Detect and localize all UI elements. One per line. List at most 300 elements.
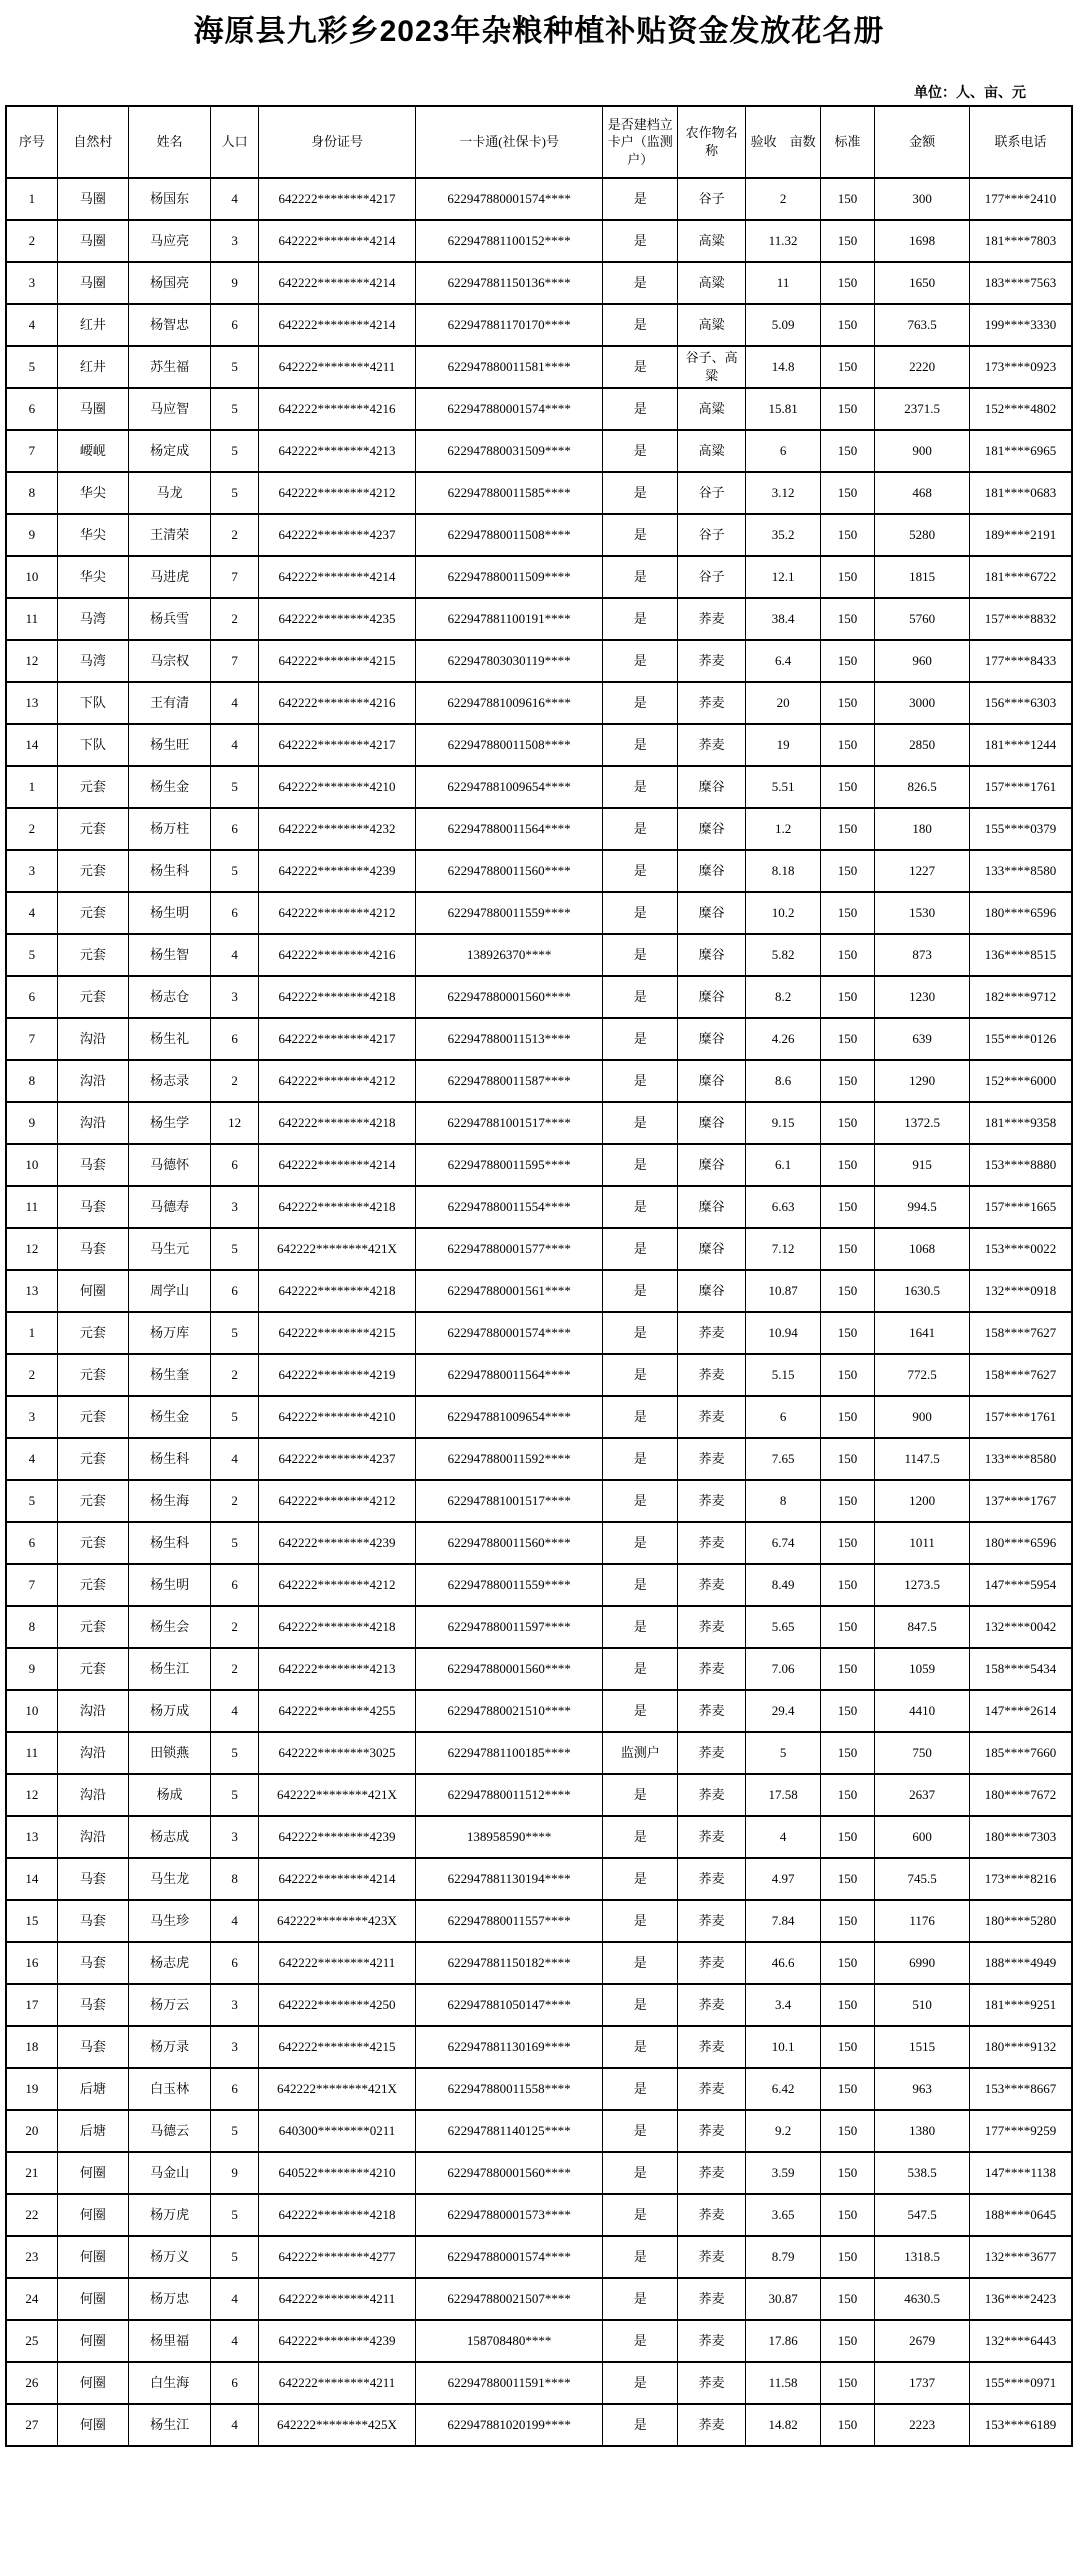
cell-amount: 468 bbox=[875, 472, 970, 514]
cell-village: 何圈 bbox=[57, 2152, 128, 2194]
cell-index: 13 bbox=[6, 1270, 57, 1312]
cell-village: 元套 bbox=[57, 808, 128, 850]
cell-population: 6 bbox=[211, 808, 259, 850]
cell-crop: 糜谷 bbox=[678, 1186, 746, 1228]
cell-population: 5 bbox=[211, 1228, 259, 1270]
cell-village: 何圈 bbox=[57, 2362, 128, 2404]
cell-card_number: 622947880011595**** bbox=[415, 1144, 603, 1186]
cell-index: 26 bbox=[6, 2362, 57, 2404]
cell-index: 1 bbox=[6, 1312, 57, 1354]
cell-area: 7.84 bbox=[746, 1900, 821, 1942]
cell-standard: 150 bbox=[820, 1942, 874, 1984]
cell-card_number: 622947880001573**** bbox=[415, 2194, 603, 2236]
cell-population: 3 bbox=[211, 1984, 259, 2026]
cell-village: 马湾 bbox=[57, 598, 128, 640]
cell-amount: 547.5 bbox=[875, 2194, 970, 2236]
cell-amount: 2371.5 bbox=[875, 388, 970, 430]
cell-standard: 150 bbox=[820, 1732, 874, 1774]
cell-amount: 4630.5 bbox=[875, 2278, 970, 2320]
table-row bbox=[6, 1900, 1072, 1942]
cell-name: 白玉林 bbox=[129, 2068, 211, 2110]
cell-registered_status: 是 bbox=[603, 2278, 678, 2320]
cell-standard: 150 bbox=[820, 1270, 874, 1312]
cell-registered_status: 是 bbox=[603, 1102, 678, 1144]
cell-village: 华尖 bbox=[57, 472, 128, 514]
cell-population: 6 bbox=[211, 1144, 259, 1186]
table-row bbox=[6, 304, 1072, 346]
cell-card_number: 622947880001577**** bbox=[415, 1228, 603, 1270]
table-row bbox=[6, 1018, 1072, 1060]
cell-id_number: 642222********4218 bbox=[259, 1186, 416, 1228]
cell-registered_status: 是 bbox=[603, 346, 678, 388]
cell-crop: 糜谷 bbox=[678, 766, 746, 808]
cell-registered_status: 是 bbox=[603, 1396, 678, 1438]
cell-card_number: 622947881100191**** bbox=[415, 598, 603, 640]
cell-registered_status: 是 bbox=[603, 1060, 678, 1102]
cell-area: 5.65 bbox=[746, 1606, 821, 1648]
cell-id_number: 642222********425X bbox=[259, 2404, 416, 2446]
cell-phone: 155****0379 bbox=[970, 808, 1072, 850]
cell-crop: 荞麦 bbox=[678, 682, 746, 724]
cell-village: 马圈 bbox=[57, 178, 128, 220]
cell-registered_status: 是 bbox=[603, 2404, 678, 2446]
cell-registered_status: 是 bbox=[603, 1144, 678, 1186]
cell-amount: 1176 bbox=[875, 1900, 970, 1942]
cell-index: 11 bbox=[6, 1186, 57, 1228]
cell-population: 4 bbox=[211, 2404, 259, 2446]
table-row bbox=[6, 1984, 1072, 2026]
cell-population: 5 bbox=[211, 850, 259, 892]
cell-population: 2 bbox=[211, 1606, 259, 1648]
cell-crop: 荞麦 bbox=[678, 1816, 746, 1858]
cell-crop: 荞麦 bbox=[678, 640, 746, 682]
cell-area: 35.2 bbox=[746, 514, 821, 556]
cell-card_number: 622947803030119**** bbox=[415, 640, 603, 682]
cell-card_number: 622947881140125**** bbox=[415, 2110, 603, 2152]
cell-phone: 136****8515 bbox=[970, 934, 1072, 976]
cell-standard: 150 bbox=[820, 2110, 874, 2152]
cell-standard: 150 bbox=[820, 1396, 874, 1438]
cell-crop: 荞麦 bbox=[678, 1480, 746, 1522]
cell-amount: 963 bbox=[875, 2068, 970, 2110]
cell-crop: 谷子 bbox=[678, 514, 746, 556]
cell-village: 何圈 bbox=[57, 2404, 128, 2446]
cell-area: 4 bbox=[746, 1816, 821, 1858]
cell-id_number: 642222********3025 bbox=[259, 1732, 416, 1774]
cell-amount: 180 bbox=[875, 808, 970, 850]
cell-crop: 荞麦 bbox=[678, 724, 746, 766]
cell-crop: 荞麦 bbox=[678, 2194, 746, 2236]
cell-name: 杨智忠 bbox=[129, 304, 211, 346]
cell-name: 马进虎 bbox=[129, 556, 211, 598]
cell-card_number: 622947881170170**** bbox=[415, 304, 603, 346]
cell-area: 8.49 bbox=[746, 1564, 821, 1606]
cell-card_number: 138958590**** bbox=[415, 1816, 603, 1858]
table-row bbox=[6, 1606, 1072, 1648]
cell-amount: 1641 bbox=[875, 1312, 970, 1354]
cell-standard: 150 bbox=[820, 1438, 874, 1480]
cell-card_number: 622947880011560**** bbox=[415, 1522, 603, 1564]
cell-id_number: 642222********4215 bbox=[259, 1312, 416, 1354]
cell-card_number: 622947880021510**** bbox=[415, 1690, 603, 1732]
cell-population: 3 bbox=[211, 1186, 259, 1228]
cell-id_number: 640522********4210 bbox=[259, 2152, 416, 2194]
cell-name: 杨生明 bbox=[129, 892, 211, 934]
column-header-name: 姓名 bbox=[129, 106, 211, 178]
cell-phone: 153****6189 bbox=[970, 2404, 1072, 2446]
cell-index: 10 bbox=[6, 556, 57, 598]
cell-amount: 763.5 bbox=[875, 304, 970, 346]
cell-name: 马生元 bbox=[129, 1228, 211, 1270]
cell-index: 10 bbox=[6, 1690, 57, 1732]
cell-crop: 荞麦 bbox=[678, 1438, 746, 1480]
cell-standard: 150 bbox=[820, 2278, 874, 2320]
cell-standard: 150 bbox=[820, 262, 874, 304]
table-row bbox=[6, 1774, 1072, 1816]
cell-card_number: 622947880001574**** bbox=[415, 388, 603, 430]
cell-amount: 2220 bbox=[875, 346, 970, 388]
cell-registered_status: 是 bbox=[603, 1438, 678, 1480]
table-row bbox=[6, 2026, 1072, 2068]
cell-amount: 6990 bbox=[875, 1942, 970, 1984]
cell-standard: 150 bbox=[820, 2404, 874, 2446]
cell-area: 7.65 bbox=[746, 1438, 821, 1480]
cell-index: 13 bbox=[6, 1816, 57, 1858]
cell-amount: 873 bbox=[875, 934, 970, 976]
cell-population: 9 bbox=[211, 2152, 259, 2194]
table-row bbox=[6, 2194, 1072, 2236]
cell-standard: 150 bbox=[820, 2320, 874, 2362]
cell-area: 5.51 bbox=[746, 766, 821, 808]
cell-index: 12 bbox=[6, 640, 57, 682]
cell-area: 8 bbox=[746, 1480, 821, 1522]
cell-phone: 132****0042 bbox=[970, 1606, 1072, 1648]
cell-name: 杨国亮 bbox=[129, 262, 211, 304]
cell-registered_status: 是 bbox=[603, 2236, 678, 2278]
cell-id_number: 642222********4211 bbox=[259, 2278, 416, 2320]
cell-card_number: 622947881130194**** bbox=[415, 1858, 603, 1900]
cell-crop: 糜谷 bbox=[678, 1270, 746, 1312]
cell-amount: 510 bbox=[875, 1984, 970, 2026]
column-header-registered_status: 是否建档立卡户（监测户） bbox=[603, 106, 678, 178]
cell-crop: 谷子 bbox=[678, 178, 746, 220]
cell-index: 12 bbox=[6, 1228, 57, 1270]
cell-area: 4.97 bbox=[746, 1858, 821, 1900]
table-row bbox=[6, 1858, 1072, 1900]
cell-village: 沟沿 bbox=[57, 1018, 128, 1060]
cell-village: 马圈 bbox=[57, 262, 128, 304]
cell-registered_status: 是 bbox=[603, 766, 678, 808]
cell-standard: 150 bbox=[820, 178, 874, 220]
subsidy-roster-table bbox=[5, 105, 1073, 2447]
cell-phone: 180****7303 bbox=[970, 1816, 1072, 1858]
cell-index: 3 bbox=[6, 1396, 57, 1438]
cell-phone: 133****8580 bbox=[970, 850, 1072, 892]
cell-id_number: 642222********4219 bbox=[259, 1354, 416, 1396]
cell-standard: 150 bbox=[820, 1102, 874, 1144]
cell-crop: 荞麦 bbox=[678, 1942, 746, 1984]
cell-area: 5.15 bbox=[746, 1354, 821, 1396]
cell-population: 4 bbox=[211, 178, 259, 220]
cell-card_number: 622947881009654**** bbox=[415, 1396, 603, 1438]
cell-population: 4 bbox=[211, 2320, 259, 2362]
table-header bbox=[6, 106, 1072, 178]
cell-area: 17.86 bbox=[746, 2320, 821, 2362]
cell-index: 5 bbox=[6, 1480, 57, 1522]
cell-registered_status: 是 bbox=[603, 724, 678, 766]
cell-amount: 2679 bbox=[875, 2320, 970, 2362]
cell-id_number: 642222********4218 bbox=[259, 1102, 416, 1144]
cell-name: 马龙 bbox=[129, 472, 211, 514]
table-row bbox=[6, 2152, 1072, 2194]
cell-amount: 1530 bbox=[875, 892, 970, 934]
cell-card_number: 622947880011559**** bbox=[415, 1564, 603, 1606]
cell-index: 1 bbox=[6, 178, 57, 220]
cell-card_number: 622947880011557**** bbox=[415, 1900, 603, 1942]
column-header-crop: 农作物名称 bbox=[678, 106, 746, 178]
cell-index: 7 bbox=[6, 430, 57, 472]
cell-village: 何圈 bbox=[57, 1270, 128, 1312]
cell-name: 周学山 bbox=[129, 1270, 211, 1312]
cell-crop: 荞麦 bbox=[678, 2278, 746, 2320]
cell-area: 6.4 bbox=[746, 640, 821, 682]
cell-village: 后塘 bbox=[57, 2068, 128, 2110]
cell-area: 6.42 bbox=[746, 2068, 821, 2110]
table-row bbox=[6, 1186, 1072, 1228]
cell-crop: 荞麦 bbox=[678, 1564, 746, 1606]
cell-registered_status: 是 bbox=[603, 1606, 678, 1648]
cell-id_number: 642222********4214 bbox=[259, 262, 416, 304]
cell-population: 6 bbox=[211, 1942, 259, 1984]
cell-index: 1 bbox=[6, 766, 57, 808]
cell-card_number: 622947881001517**** bbox=[415, 1102, 603, 1144]
cell-population: 4 bbox=[211, 724, 259, 766]
cell-amount: 538.5 bbox=[875, 2152, 970, 2194]
cell-index: 10 bbox=[6, 1144, 57, 1186]
cell-id_number: 642222********4214 bbox=[259, 1144, 416, 1186]
cell-population: 6 bbox=[211, 2068, 259, 2110]
cell-area: 3.4 bbox=[746, 1984, 821, 2026]
cell-standard: 150 bbox=[820, 1690, 874, 1732]
cell-village: 红井 bbox=[57, 304, 128, 346]
cell-crop: 高粱 bbox=[678, 304, 746, 346]
cell-index: 21 bbox=[6, 2152, 57, 2194]
table-row bbox=[6, 1144, 1072, 1186]
cell-registered_status: 是 bbox=[603, 1690, 678, 1732]
cell-index: 8 bbox=[6, 1606, 57, 1648]
cell-village: 元套 bbox=[57, 850, 128, 892]
cell-id_number: 642222********4215 bbox=[259, 2026, 416, 2068]
cell-id_number: 642222********4217 bbox=[259, 724, 416, 766]
cell-registered_status: 是 bbox=[603, 976, 678, 1018]
cell-area: 38.4 bbox=[746, 598, 821, 640]
cell-name: 杨生明 bbox=[129, 1564, 211, 1606]
cell-phone: 177****9259 bbox=[970, 2110, 1072, 2152]
cell-phone: 185****7660 bbox=[970, 1732, 1072, 1774]
cell-population: 2 bbox=[211, 1648, 259, 1690]
cell-registered_status: 是 bbox=[603, 472, 678, 514]
cell-population: 6 bbox=[211, 1018, 259, 1060]
cell-id_number: 642222********4216 bbox=[259, 388, 416, 430]
cell-area: 9.15 bbox=[746, 1102, 821, 1144]
table-row bbox=[6, 598, 1072, 640]
cell-village: 马套 bbox=[57, 1900, 128, 1942]
cell-phone: 173****0923 bbox=[970, 346, 1072, 388]
cell-registered_status: 是 bbox=[603, 2152, 678, 2194]
column-header-village: 自然村 bbox=[57, 106, 128, 178]
cell-standard: 150 bbox=[820, 1312, 874, 1354]
cell-crop: 荞麦 bbox=[678, 1606, 746, 1648]
cell-amount: 847.5 bbox=[875, 1606, 970, 1648]
cell-population: 2 bbox=[211, 1354, 259, 1396]
cell-population: 7 bbox=[211, 640, 259, 682]
table-row bbox=[6, 388, 1072, 430]
cell-name: 杨生科 bbox=[129, 1522, 211, 1564]
cell-index: 15 bbox=[6, 1900, 57, 1942]
cell-crop: 荞麦 bbox=[678, 1774, 746, 1816]
cell-standard: 150 bbox=[820, 472, 874, 514]
cell-card_number: 622947881009654**** bbox=[415, 766, 603, 808]
cell-phone: 181****7803 bbox=[970, 220, 1072, 262]
cell-registered_status: 是 bbox=[603, 1312, 678, 1354]
cell-registered_status: 是 bbox=[603, 514, 678, 556]
cell-name: 杨生金 bbox=[129, 766, 211, 808]
cell-index: 14 bbox=[6, 1858, 57, 1900]
cell-area: 8.79 bbox=[746, 2236, 821, 2278]
cell-area: 11 bbox=[746, 262, 821, 304]
cell-phone: 181****9358 bbox=[970, 1102, 1072, 1144]
table-row bbox=[6, 2362, 1072, 2404]
cell-amount: 1650 bbox=[875, 262, 970, 304]
cell-index: 4 bbox=[6, 304, 57, 346]
table-row bbox=[6, 514, 1072, 556]
table-row bbox=[6, 1102, 1072, 1144]
table-row bbox=[6, 1480, 1072, 1522]
cell-village: 元套 bbox=[57, 1396, 128, 1438]
table-row bbox=[6, 178, 1072, 220]
cell-phone: 133****8580 bbox=[970, 1438, 1072, 1480]
cell-village: 元套 bbox=[57, 766, 128, 808]
cell-population: 2 bbox=[211, 1060, 259, 1102]
cell-phone: 132****0918 bbox=[970, 1270, 1072, 1312]
column-header-card_number: 一卡通(社保卡)号 bbox=[415, 106, 603, 178]
cell-area: 11.32 bbox=[746, 220, 821, 262]
cell-registered_status: 是 bbox=[603, 220, 678, 262]
cell-standard: 150 bbox=[820, 430, 874, 472]
cell-id_number: 642222********4214 bbox=[259, 220, 416, 262]
cell-index: 5 bbox=[6, 346, 57, 388]
cell-card_number: 622947880011508**** bbox=[415, 514, 603, 556]
cell-crop: 糜谷 bbox=[678, 1228, 746, 1270]
cell-registered_status: 是 bbox=[603, 1774, 678, 1816]
cell-registered_status: 是 bbox=[603, 556, 678, 598]
cell-id_number: 642222********4250 bbox=[259, 1984, 416, 2026]
cell-area: 6.74 bbox=[746, 1522, 821, 1564]
cell-amount: 1737 bbox=[875, 2362, 970, 2404]
cell-amount: 1318.5 bbox=[875, 2236, 970, 2278]
cell-standard: 150 bbox=[820, 934, 874, 976]
cell-village: 何圈 bbox=[57, 2278, 128, 2320]
cell-index: 22 bbox=[6, 2194, 57, 2236]
cell-crop: 谷子 bbox=[678, 472, 746, 514]
cell-registered_status: 是 bbox=[603, 598, 678, 640]
cell-crop: 荞麦 bbox=[678, 2320, 746, 2362]
cell-id_number: 642222********4211 bbox=[259, 1942, 416, 1984]
cell-crop: 高粱 bbox=[678, 430, 746, 472]
cell-index: 5 bbox=[6, 934, 57, 976]
cell-registered_status: 是 bbox=[603, 388, 678, 430]
cell-population: 4 bbox=[211, 682, 259, 724]
cell-phone: 136****2423 bbox=[970, 2278, 1072, 2320]
cell-registered_status: 是 bbox=[603, 1858, 678, 1900]
cell-id_number: 642222********4216 bbox=[259, 682, 416, 724]
cell-index: 3 bbox=[6, 850, 57, 892]
table-row bbox=[6, 1564, 1072, 1606]
cell-phone: 181****9251 bbox=[970, 1984, 1072, 2026]
cell-population: 6 bbox=[211, 1270, 259, 1312]
table-row bbox=[6, 976, 1072, 1018]
cell-index: 12 bbox=[6, 1774, 57, 1816]
cell-phone: 137****1767 bbox=[970, 1480, 1072, 1522]
cell-name: 杨志虎 bbox=[129, 1942, 211, 1984]
cell-name: 杨万录 bbox=[129, 2026, 211, 2068]
cell-standard: 150 bbox=[820, 346, 874, 388]
cell-area: 6 bbox=[746, 1396, 821, 1438]
cell-standard: 150 bbox=[820, 2152, 874, 2194]
cell-phone: 180****6596 bbox=[970, 1522, 1072, 1564]
cell-area: 10.2 bbox=[746, 892, 821, 934]
cell-population: 9 bbox=[211, 262, 259, 304]
cell-amount: 5760 bbox=[875, 598, 970, 640]
cell-population: 6 bbox=[211, 2362, 259, 2404]
cell-population: 5 bbox=[211, 1396, 259, 1438]
cell-index: 24 bbox=[6, 2278, 57, 2320]
cell-amount: 1230 bbox=[875, 976, 970, 1018]
cell-amount: 1372.5 bbox=[875, 1102, 970, 1144]
cell-id_number: 642222********421X bbox=[259, 1228, 416, 1270]
cell-crop: 糜谷 bbox=[678, 1102, 746, 1144]
cell-village: 元套 bbox=[57, 1564, 128, 1606]
cell-registered_status: 是 bbox=[603, 1564, 678, 1606]
cell-crop: 荞麦 bbox=[678, 1522, 746, 1564]
cell-area: 5.82 bbox=[746, 934, 821, 976]
cell-area: 5 bbox=[746, 1732, 821, 1774]
cell-amount: 1059 bbox=[875, 1648, 970, 1690]
header-row bbox=[6, 106, 1072, 178]
cell-card_number: 622947880001560**** bbox=[415, 1648, 603, 1690]
cell-population: 5 bbox=[211, 2236, 259, 2278]
cell-index: 7 bbox=[6, 1564, 57, 1606]
cell-amount: 2223 bbox=[875, 2404, 970, 2446]
cell-name: 杨万成 bbox=[129, 1690, 211, 1732]
cell-area: 17.58 bbox=[746, 1774, 821, 1816]
cell-id_number: 642222********4239 bbox=[259, 850, 416, 892]
cell-name: 白生海 bbox=[129, 2362, 211, 2404]
cell-phone: 147****1138 bbox=[970, 2152, 1072, 2194]
cell-crop: 糜谷 bbox=[678, 850, 746, 892]
cell-index: 20 bbox=[6, 2110, 57, 2152]
cell-crop: 荞麦 bbox=[678, 1984, 746, 2026]
cell-id_number: 642222********4210 bbox=[259, 1396, 416, 1438]
cell-village: 沟沿 bbox=[57, 1816, 128, 1858]
cell-registered_status: 是 bbox=[603, 850, 678, 892]
cell-area: 3.65 bbox=[746, 2194, 821, 2236]
cell-standard: 150 bbox=[820, 220, 874, 262]
cell-population: 4 bbox=[211, 934, 259, 976]
cell-village: 元套 bbox=[57, 976, 128, 1018]
cell-registered_status: 是 bbox=[603, 2320, 678, 2362]
cell-population: 4 bbox=[211, 1438, 259, 1480]
